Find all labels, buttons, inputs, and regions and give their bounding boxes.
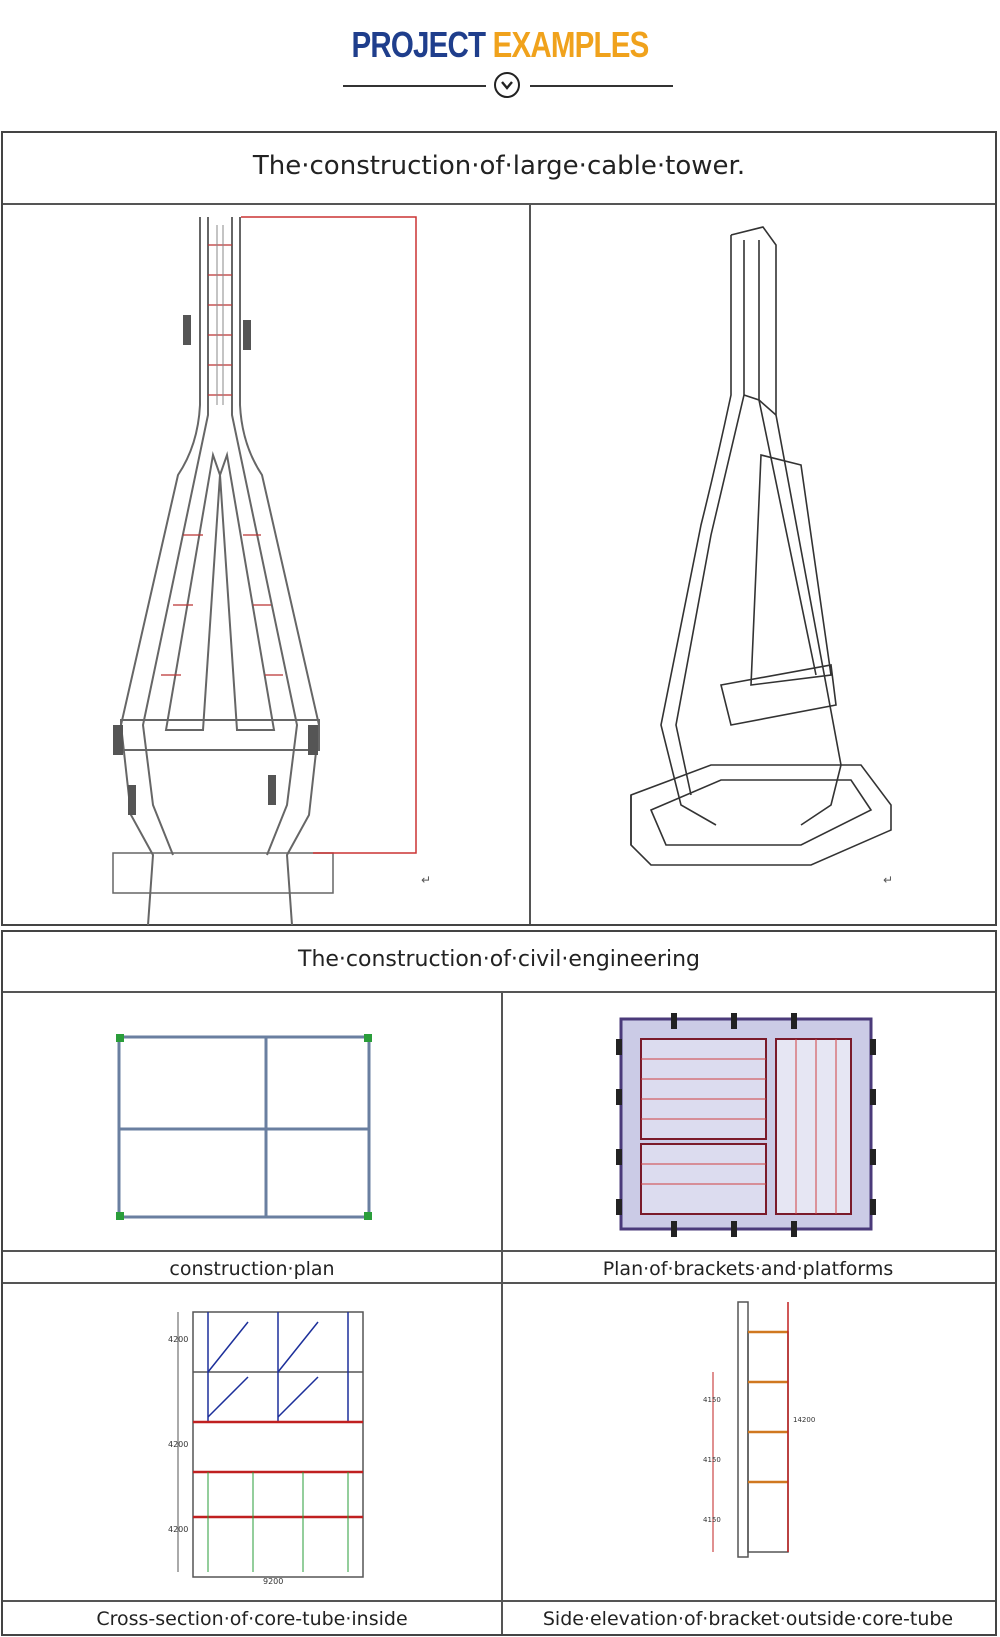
return-mark: ↵ — [883, 873, 894, 887]
side-elevation-dim-total: 14200 — [793, 1416, 816, 1424]
cable-tower-table — [1, 131, 997, 926]
side-elevation-dim-2: 4150 — [703, 1456, 721, 1464]
cross-section-dim-3: 4200 — [168, 1525, 189, 1534]
table-divider — [501, 991, 503, 1634]
brackets-platforms-plan-drawing — [611, 1009, 881, 1239]
table-divider — [3, 1600, 995, 1602]
civil-engineering-table — [1, 930, 997, 1636]
side-elevation-dim-3: 4150 — [703, 1516, 721, 1524]
table-divider — [3, 1282, 995, 1284]
title-word-project: PROJECT — [351, 24, 486, 65]
cable-tower-elevation-drawing — [3, 205, 523, 925]
caption-cross-section: Cross-section·of·core-tube·inside — [96, 1608, 408, 1630]
table-divider — [3, 991, 995, 993]
section-title-civil-engineering: The·construction·of·civil·engineering — [298, 947, 700, 972]
page-title — [90, 24, 910, 66]
section-title-cable-tower: The·construction·of·large·cable·tower. — [252, 151, 746, 181]
caption-side-elevation: Side·elevation·of·bracket·outside·core-tube — [542, 1608, 954, 1630]
construction-plan-drawing — [116, 1034, 376, 1224]
return-mark: ↵ — [421, 873, 432, 887]
caption-brackets-platforms: Plan·of·brackets·and·platforms — [602, 1258, 894, 1280]
divider-left — [343, 85, 486, 87]
cable-tower-3d-drawing — [531, 205, 991, 925]
chevron-down-circle-icon — [494, 72, 520, 98]
cross-section-dim-width: 9200 — [263, 1577, 284, 1586]
page-header — [0, 0, 1000, 125]
table-divider — [3, 1250, 995, 1252]
divider-right — [530, 85, 673, 87]
side-elevation-dim-1: 4150 — [703, 1396, 721, 1404]
cross-section-drawing — [163, 1312, 393, 1587]
cross-section-dim-1: 4200 — [168, 1335, 189, 1344]
title-word-examples: EXAMPLES — [492, 24, 649, 65]
caption-construction-plan: construction·plan — [169, 1258, 335, 1280]
side-elevation-drawing — [703, 1302, 823, 1562]
cross-section-dim-2: 4200 — [168, 1440, 189, 1449]
